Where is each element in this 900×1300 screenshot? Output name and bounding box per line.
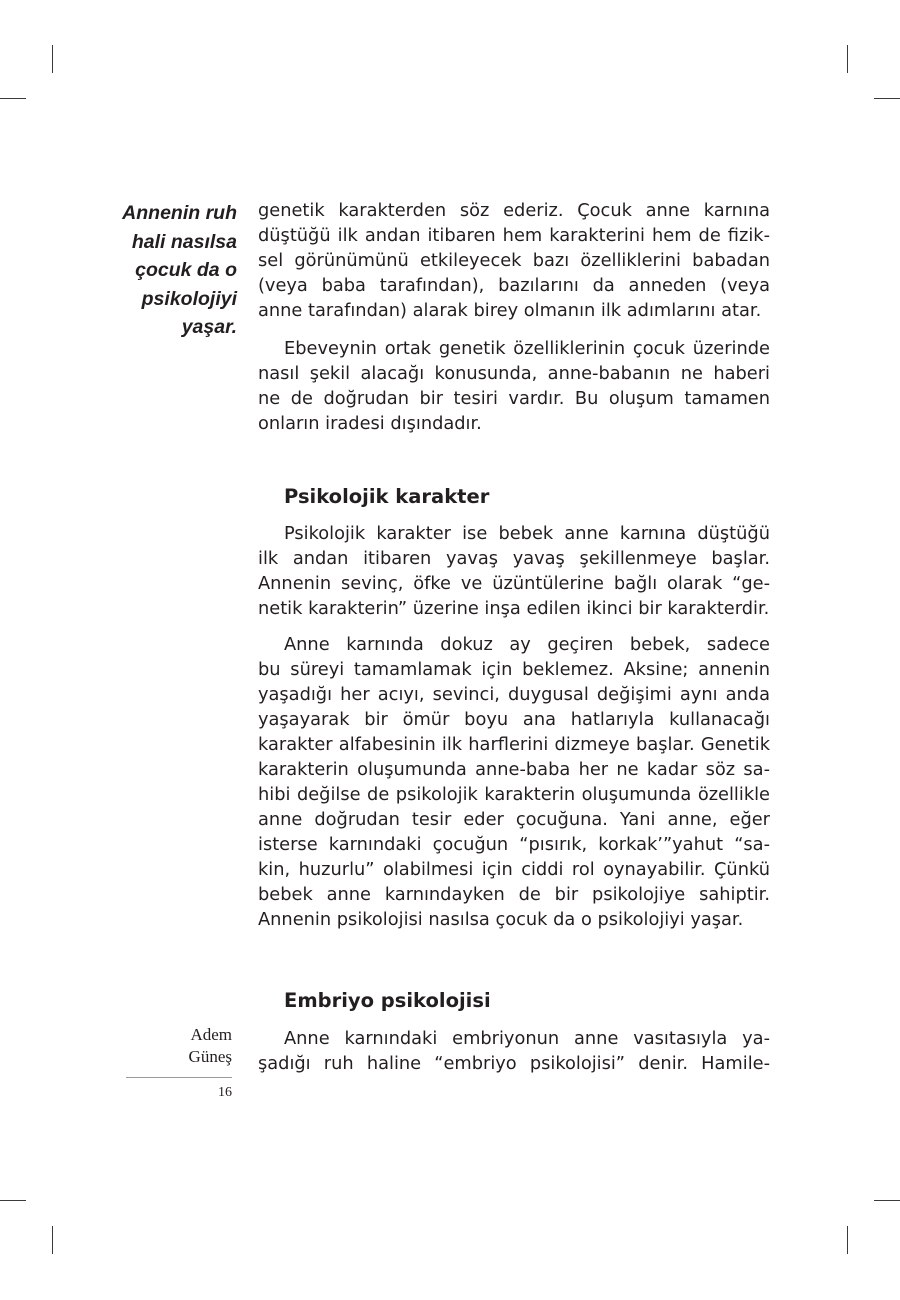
section-heading-psikolojik-karakter: Psikolojik karakter bbox=[284, 485, 490, 508]
pull-quote-line: çocuk da o bbox=[135, 259, 237, 282]
pull-quote-line: psikolojiyi bbox=[141, 287, 237, 310]
text-line: sel görünümünü etkileyecek bazı özelliklerini babadan bbox=[258, 250, 770, 271]
text-line: hibi değilse de psikolojik karakterin oluşumunda özellikle bbox=[258, 784, 770, 805]
text-line: Anne karnındaki embriyonun anne vasıtasıyla ya- bbox=[284, 1028, 770, 1049]
text-line: Psikolojik karakter ise bebek anne karnına düştüğü bbox=[284, 523, 770, 544]
pull-quote-line: hali nasılsa bbox=[131, 230, 237, 253]
pull-quote-line: yaşar. bbox=[181, 316, 237, 339]
page-folio bbox=[126, 1024, 232, 1102]
paragraph-1 bbox=[258, 198, 770, 323]
text-line: düştüğü ilk andan itibaren hem karakterini hem de fizik- bbox=[258, 225, 770, 246]
text-line: anne doğrudan tesir eder çocuğuna. Yani anne, eğer bbox=[258, 809, 770, 830]
text-line: ilk andan itibaren yavaş yavaş şekillenmeye başlar. bbox=[258, 548, 770, 569]
crop-mark-top-right bbox=[847, 45, 848, 73]
folio-divider bbox=[126, 1077, 232, 1078]
paragraph-5 bbox=[258, 1026, 770, 1076]
text-line: Annenin psikolojisi nasılsa çocuk da o psikolojiyi yaşar. bbox=[258, 909, 744, 930]
text-line: yaşadığı her acıyı, sevinci, duygusal değişimi aynı anda bbox=[258, 684, 770, 705]
pull-quote-line: Annenin ruh bbox=[122, 202, 237, 224]
author-last-name: Güneş bbox=[188, 1047, 232, 1066]
crop-mark-bottom-left bbox=[52, 1226, 53, 1254]
text-line: Anne karnında dokuz ay geçiren bebek, sadece bbox=[284, 634, 770, 655]
crop-mark-bottom-right bbox=[847, 1226, 848, 1254]
text-line: ne de doğrudan bir tesiri vardır. Bu oluşum tamamen bbox=[258, 388, 770, 409]
page-number: 16 bbox=[218, 1085, 232, 1100]
text-line: anne tarafından) alarak birey olmanın ilk adımlarını atar. bbox=[258, 300, 762, 321]
crop-mark-bottom-right-h bbox=[874, 1200, 900, 1201]
paragraph-3 bbox=[258, 521, 770, 621]
text-line: Annenin sevinç, öfke ve üzüntülerine bağlı olarak “ge- bbox=[258, 573, 770, 594]
text-line: (veya baba tarafından), bazılarını da anneden (veya bbox=[258, 275, 770, 296]
text-line: nasıl şekil alacağı konusunda, anne-babanın ne haberi bbox=[258, 363, 770, 384]
text-line: karakterin oluşumunda anne-baba her ne kadar söz sa- bbox=[258, 759, 770, 780]
text-line: onların iradesi dışındadır. bbox=[258, 413, 482, 434]
text-line: netik karakterin” üzerine inşa edilen ikinci bir karakterdir. bbox=[258, 598, 770, 619]
text-line: şadığı ruh haline “embriyo psikolojisi” denir. Hamile- bbox=[258, 1053, 770, 1074]
text-line: genetik karakterden söz ederiz. Çocuk anne karnına bbox=[258, 200, 770, 221]
crop-mark-bottom-left-h bbox=[0, 1200, 26, 1201]
text-line: yaşayarak bir ömür boyu ana hatlarıyla kullanacağı bbox=[258, 709, 770, 730]
text-line: Ebeveynin ortak genetik özelliklerinin çocuk üzerinde bbox=[284, 338, 770, 359]
section-heading-embriyo-psikolojisi: Embriyo psikolojisi bbox=[284, 989, 491, 1012]
margin-pull-quote bbox=[100, 199, 237, 342]
text-line: karakter alfabesinin ilk harflerini dizmeye başlar. Genetik bbox=[258, 734, 770, 755]
text-line: bebek anne karnındayken de bir psikolojiye sahiptir. bbox=[258, 884, 770, 905]
text-line: bu süreyi tamamlamak için beklemez. Aksine; annenin bbox=[258, 659, 770, 680]
paragraph-2 bbox=[258, 336, 770, 436]
crop-mark-top-right-h bbox=[874, 98, 900, 99]
text-line: isterse karnındaki çocuğun “pısırık, korkak’”yahut “sa- bbox=[258, 834, 770, 855]
author-first-name: Adem bbox=[190, 1025, 232, 1044]
paragraph-4 bbox=[258, 632, 770, 932]
crop-mark-top-left-h bbox=[0, 98, 26, 99]
crop-mark-top-left bbox=[52, 45, 53, 73]
text-line: kin, huzurlu” olabilmesi için ciddi rol oynayabilir. Çünkü bbox=[258, 859, 770, 880]
